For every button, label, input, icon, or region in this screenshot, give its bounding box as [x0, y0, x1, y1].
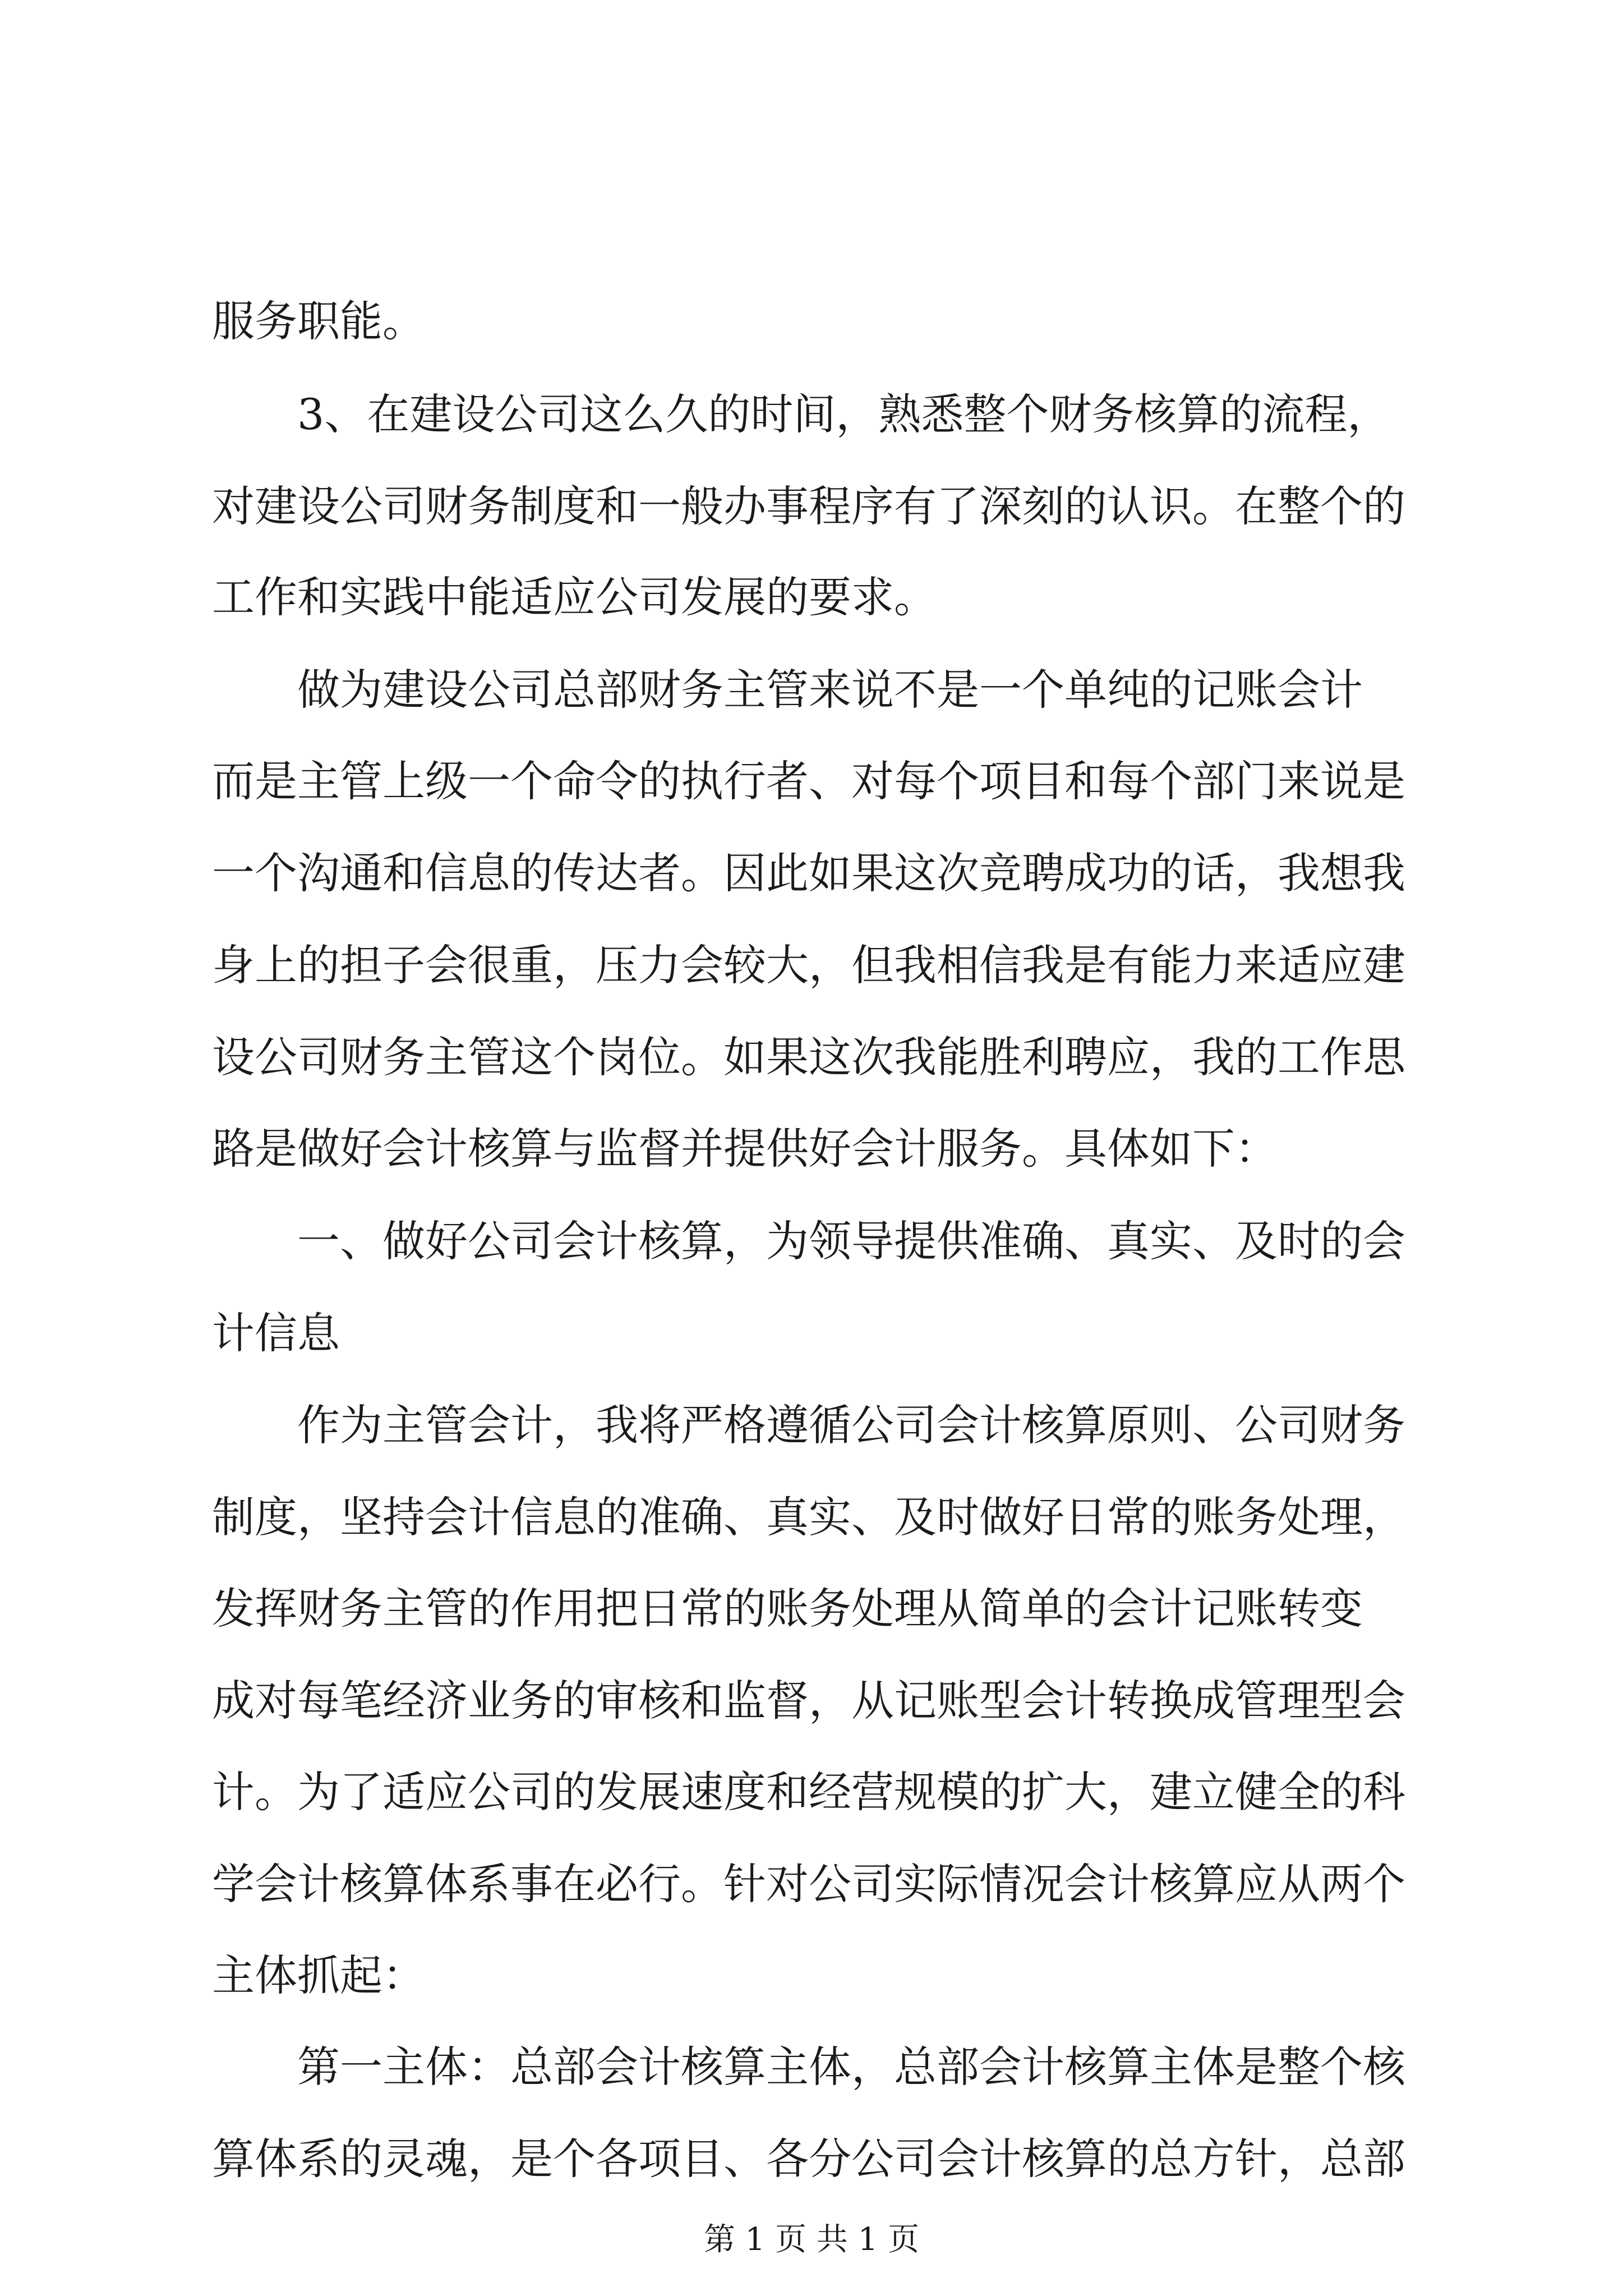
- body-text-line: 主体抓起：: [212, 1950, 425, 2000]
- body-text-line: 第一主体：总部会计核算主体，总部会计核算主体是整个核: [212, 2042, 1405, 2092]
- body-text-line: 服务职能。: [212, 296, 425, 346]
- body-text-line: 学会计核算体系事在必行。针对公司实际情况会计核算应从两个: [212, 1859, 1405, 1909]
- page-footer: 第 1 页 共 1 页: [703, 2221, 920, 2258]
- body-text-line: 计信息: [212, 1308, 340, 1358]
- body-text-line: 工作和实践中能适应公司发展的要求。: [212, 572, 937, 622]
- body-text-line: 一个沟通和信息的传达者。因此如果这次竞聘成功的话，我想我: [212, 848, 1405, 898]
- body-text-line: 做为建设公司总部财务主管来说不是一个单纯的记账会计: [212, 665, 1363, 715]
- body-text-line: 身上的担子会很重，压力会较大，但我相信我是有能力来适应建: [212, 940, 1405, 990]
- body-text-line: 成对每笔经济业务的审核和监督，从记账型会计转换成管理型会: [212, 1676, 1405, 1726]
- body-text-line: 路是做好会计核算与监督并提供好会计服务。具体如下：: [212, 1124, 1278, 1174]
- body-text-line: 而是主管上级一个命令的执行者、对每个项目和每个部门来说是: [212, 756, 1405, 806]
- body-text-line: 设公司财务主管这个岗位。如果这次我能胜利聘应，我的工作思: [212, 1032, 1405, 1082]
- body-text-line: 对建设公司财务制度和一般办事程序有了深刻的认识。在整个的: [212, 481, 1405, 531]
- body-text-line: 制度，坚持会计信息的准确、真实、及时做好日常的账务处理，: [212, 1492, 1405, 1542]
- body-text-line: 作为主管会计，我将严格遵循公司会计核算原则、公司财务: [212, 1400, 1405, 1450]
- body-text-line: 算体系的灵魂，是个各项目、各分公司会计核算的总方针，总部: [212, 2134, 1405, 2184]
- body-text-line: 一、做好公司会计核算，为领导提供准确、真实、及时的会: [212, 1216, 1405, 1266]
- body-text-line: 发挥财务主管的作用把日常的账务处理从简单的会计记账转变: [212, 1584, 1363, 1634]
- body-text-line: 3、在建设公司这么久的时间，熟悉整个财务核算的流程，: [212, 389, 1390, 439]
- body-text-line: 计。为了适应公司的发展速度和经营规模的扩大，建立健全的科: [212, 1767, 1405, 1817]
